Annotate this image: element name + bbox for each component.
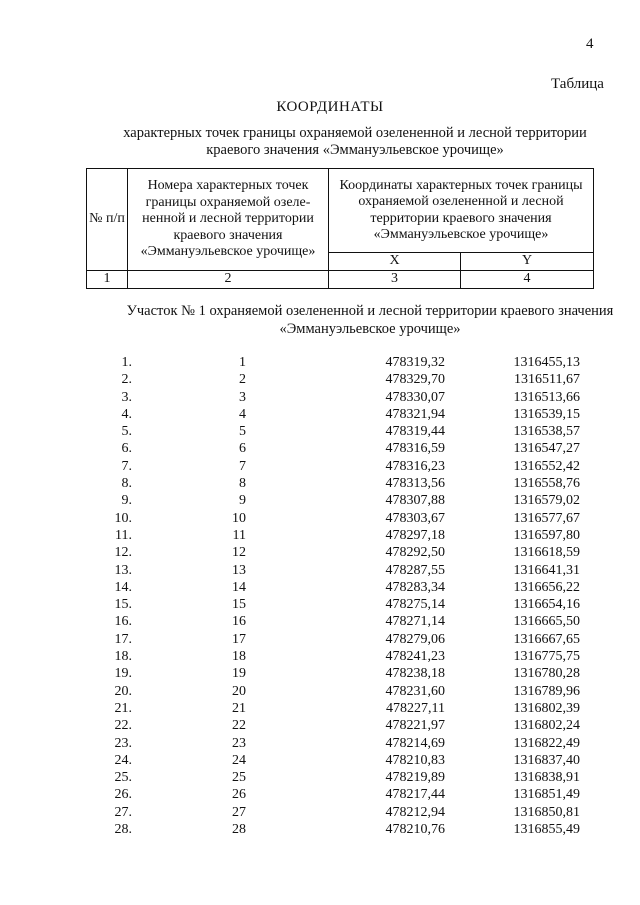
header-col-number: № п/п bbox=[87, 169, 128, 271]
row-point: 13 bbox=[232, 562, 246, 578]
table-row bbox=[0, 631, 640, 648]
row-point: 6 bbox=[239, 441, 246, 457]
row-number: 18. bbox=[114, 649, 132, 665]
coordinates-header-table bbox=[86, 168, 594, 289]
row-number: 17. bbox=[114, 631, 132, 647]
row-y: 1316850,81 bbox=[513, 804, 580, 820]
row-number: 14. bbox=[114, 579, 132, 595]
header-index-3: 3 bbox=[329, 270, 461, 288]
table-row bbox=[0, 786, 640, 803]
row-y: 1316802,24 bbox=[513, 718, 580, 734]
row-number: 11. bbox=[115, 527, 132, 543]
table-row bbox=[0, 717, 640, 734]
row-y: 1316855,49 bbox=[513, 822, 580, 838]
row-y: 1316547,27 bbox=[513, 441, 580, 457]
row-y: 1316780,28 bbox=[513, 666, 580, 682]
table-label: Таблица bbox=[551, 76, 604, 92]
row-point: 10 bbox=[232, 510, 246, 526]
table-row bbox=[0, 821, 640, 838]
row-point: 16 bbox=[232, 614, 246, 630]
row-point: 9 bbox=[239, 493, 246, 509]
table-row bbox=[0, 735, 640, 752]
row-point: 8 bbox=[239, 476, 246, 492]
table-row bbox=[0, 406, 640, 423]
row-number: 4. bbox=[121, 406, 132, 422]
document-title: КООРДИНАТЫ bbox=[276, 99, 384, 115]
table-row bbox=[0, 752, 640, 769]
row-x: 478313,56 bbox=[385, 476, 445, 492]
row-x: 478330,07 bbox=[385, 389, 445, 405]
row-point: 27 bbox=[232, 804, 246, 820]
row-x: 478241,23 bbox=[385, 649, 445, 665]
row-point: 18 bbox=[232, 649, 246, 665]
row-point: 20 bbox=[232, 683, 246, 699]
row-point: 12 bbox=[232, 545, 246, 561]
row-x: 478316,59 bbox=[385, 441, 445, 457]
row-point: 24 bbox=[232, 752, 246, 768]
table-row bbox=[0, 648, 640, 665]
row-number: 20. bbox=[114, 683, 132, 699]
row-y: 1316558,76 bbox=[513, 476, 580, 492]
row-point: 15 bbox=[232, 597, 246, 613]
table-row bbox=[0, 458, 640, 475]
table-row bbox=[0, 683, 640, 700]
row-point: 4 bbox=[239, 406, 246, 422]
table-row bbox=[0, 510, 640, 527]
row-x: 478279,06 bbox=[385, 631, 445, 647]
section-title: Участок № 1 охраняемой озелененной и лесной территории краевого значения «Эммануэльевское урочище» bbox=[126, 303, 614, 337]
table-row bbox=[0, 475, 640, 492]
header-index-2: 2 bbox=[128, 270, 329, 288]
table-row bbox=[0, 423, 640, 440]
row-number: 7. bbox=[121, 458, 132, 474]
table-row bbox=[0, 544, 640, 561]
row-y: 1316789,96 bbox=[513, 683, 580, 699]
row-y: 1316577,67 bbox=[513, 510, 580, 526]
row-number: 19. bbox=[114, 666, 132, 682]
table-row bbox=[0, 354, 640, 371]
row-y: 1316552,42 bbox=[513, 458, 580, 474]
row-y: 1316802,39 bbox=[513, 700, 580, 716]
row-x: 478221,97 bbox=[385, 718, 445, 734]
row-x: 478303,67 bbox=[385, 510, 445, 526]
row-point: 5 bbox=[239, 424, 246, 440]
row-y: 1316579,02 bbox=[513, 493, 580, 509]
row-x: 478292,50 bbox=[385, 545, 445, 561]
table-row bbox=[0, 492, 640, 509]
row-x: 478297,18 bbox=[385, 527, 445, 543]
row-y: 1316539,15 bbox=[513, 406, 580, 422]
row-x: 478210,76 bbox=[385, 822, 445, 838]
page-number: 4 bbox=[586, 36, 594, 52]
row-number: 9. bbox=[121, 493, 132, 509]
row-point: 21 bbox=[232, 700, 246, 716]
row-number: 15. bbox=[114, 597, 132, 613]
table-row bbox=[0, 389, 640, 406]
row-x: 478231,60 bbox=[385, 683, 445, 699]
row-y: 1316654,16 bbox=[513, 597, 580, 613]
row-y: 1316513,66 bbox=[513, 389, 580, 405]
row-y: 1316538,57 bbox=[513, 424, 580, 440]
row-number: 26. bbox=[114, 787, 132, 803]
table-row bbox=[0, 371, 640, 388]
row-y: 1316837,40 bbox=[513, 752, 580, 768]
row-y: 1316775,75 bbox=[513, 649, 580, 665]
row-x: 478316,23 bbox=[385, 458, 445, 474]
row-x: 478217,44 bbox=[385, 787, 445, 803]
row-point: 2 bbox=[239, 372, 246, 388]
row-x: 478283,34 bbox=[385, 579, 445, 595]
table-row bbox=[0, 527, 640, 544]
table-row bbox=[0, 613, 640, 630]
header-col-coordinates: Координаты характерных точек границы охраняемой озелененной и лесной территории краевого значения «Эммануэльевское урочище» bbox=[329, 169, 594, 253]
row-x: 478227,11 bbox=[386, 700, 445, 716]
row-number: 10. bbox=[114, 510, 132, 526]
table-row bbox=[0, 769, 640, 786]
row-y: 1316851,49 bbox=[513, 787, 580, 803]
row-point: 25 bbox=[232, 770, 246, 786]
row-number: 23. bbox=[114, 735, 132, 751]
coordinates-rows bbox=[0, 354, 640, 838]
row-number: 25. bbox=[114, 770, 132, 786]
header-col-y: Y bbox=[461, 253, 594, 271]
row-y: 1316455,13 bbox=[513, 355, 580, 370]
table-row bbox=[0, 440, 640, 457]
row-number: 13. bbox=[114, 562, 132, 578]
row-x: 478319,32 bbox=[385, 355, 445, 370]
row-x: 478329,70 bbox=[385, 372, 445, 388]
row-y: 1316511,67 bbox=[514, 372, 580, 388]
row-x: 478238,18 bbox=[385, 666, 445, 682]
row-x: 478212,94 bbox=[385, 804, 445, 820]
row-point: 19 bbox=[232, 666, 246, 682]
table-row bbox=[0, 579, 640, 596]
row-point: 7 bbox=[239, 458, 246, 474]
header-index-4: 4 bbox=[461, 270, 594, 288]
row-number: 6. bbox=[121, 441, 132, 457]
row-point: 26 bbox=[232, 787, 246, 803]
row-point: 23 bbox=[232, 735, 246, 751]
row-x: 478214,69 bbox=[385, 735, 445, 751]
table-row bbox=[0, 596, 640, 613]
row-number: 5. bbox=[121, 424, 132, 440]
row-number: 28. bbox=[114, 822, 132, 838]
header-col-x: X bbox=[329, 253, 461, 271]
row-point: 11 bbox=[232, 527, 246, 543]
row-y: 1316665,50 bbox=[513, 614, 580, 630]
row-y: 1316822,49 bbox=[513, 735, 580, 751]
row-number: 16. bbox=[114, 614, 132, 630]
header-index-1: 1 bbox=[87, 270, 128, 288]
row-x: 478287,55 bbox=[385, 562, 445, 578]
row-x: 478319,44 bbox=[385, 424, 445, 440]
table-row bbox=[0, 665, 640, 682]
row-number: 22. bbox=[114, 718, 132, 734]
row-y: 1316838,91 bbox=[513, 770, 580, 786]
row-number: 12. bbox=[114, 545, 132, 561]
row-number: 21. bbox=[114, 700, 132, 716]
document-subtitle: характерных точек границы охраняемой озелененной и лесной территории краевого значения «Эммануэльевское урочище» bbox=[123, 125, 587, 158]
row-point: 14 bbox=[232, 579, 246, 595]
row-x: 478210,83 bbox=[385, 752, 445, 768]
row-x: 478271,14 bbox=[385, 614, 445, 630]
row-point: 3 bbox=[239, 389, 246, 405]
row-number: 3. bbox=[121, 389, 132, 405]
row-number: 27. bbox=[114, 804, 132, 820]
table-row bbox=[0, 562, 640, 579]
header-col-points: Номера характерных точек границы охраняемой озеле-ненной и лесной территории краевого значения «Эммануэльевское урочище» bbox=[128, 169, 329, 271]
row-y: 1316597,80 bbox=[513, 527, 580, 543]
row-x: 478275,14 bbox=[385, 597, 445, 613]
row-point: 1 bbox=[239, 355, 246, 370]
row-number: 1. bbox=[121, 355, 132, 370]
row-y: 1316656,22 bbox=[513, 579, 580, 595]
row-y: 1316641,31 bbox=[513, 562, 580, 578]
row-y: 1316667,65 bbox=[513, 631, 580, 647]
row-y: 1316618,59 bbox=[513, 545, 580, 561]
row-point: 28 bbox=[232, 822, 246, 838]
row-number: 24. bbox=[114, 752, 132, 768]
table-row bbox=[0, 804, 640, 821]
row-x: 478219,89 bbox=[385, 770, 445, 786]
row-point: 17 bbox=[232, 631, 246, 647]
table-row bbox=[0, 700, 640, 717]
row-x: 478321,94 bbox=[385, 406, 445, 422]
row-x: 478307,88 bbox=[385, 493, 445, 509]
row-point: 22 bbox=[232, 718, 246, 734]
row-number: 8. bbox=[121, 476, 132, 492]
row-number: 2. bbox=[121, 372, 132, 388]
